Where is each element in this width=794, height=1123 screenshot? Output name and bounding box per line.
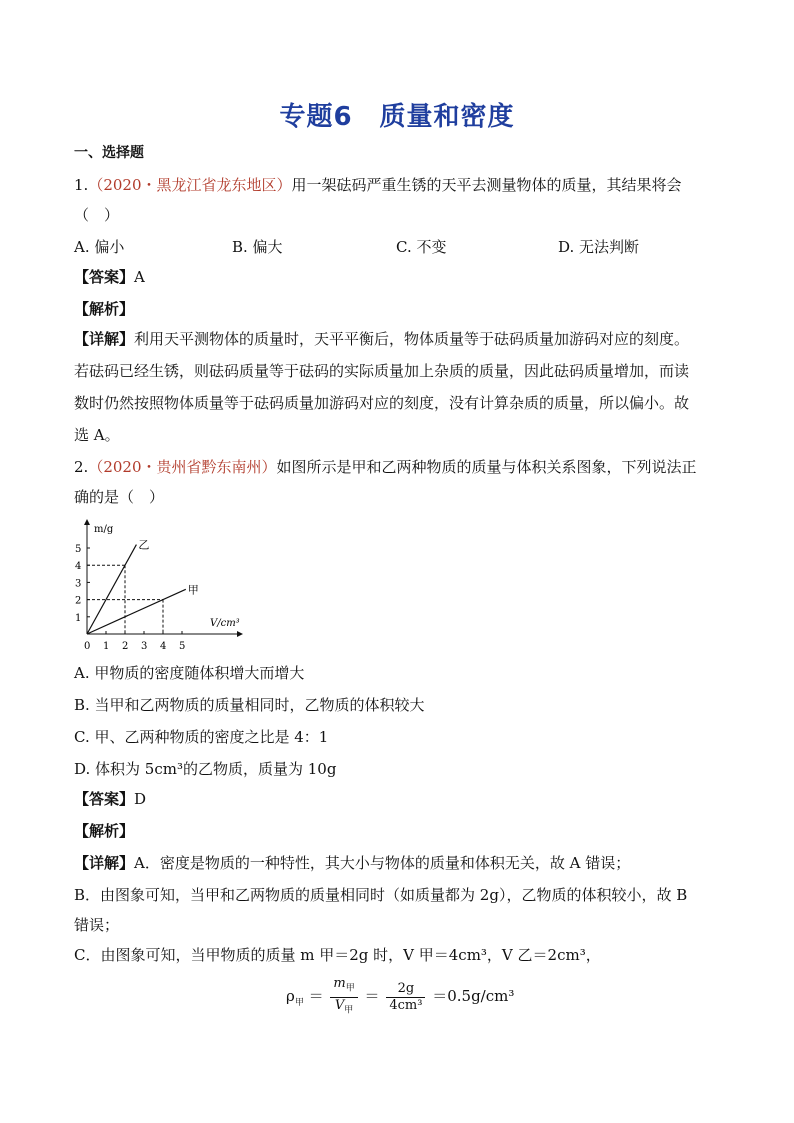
detail-text: A．密度是物质的一种特性，其大小与物体的质量和体积无关，故 A 错误； xyxy=(134,854,631,872)
question-number: 1. xyxy=(74,176,89,194)
formula-m-sub: 甲 xyxy=(345,983,355,994)
q2-option-c: C. 甲、乙两种物质的密度之比是 4：1 xyxy=(74,728,329,746)
q2-answer xyxy=(74,788,146,810)
y-tick-label: 4 xyxy=(75,561,82,573)
mass-volume-chart xyxy=(74,514,264,656)
series-line-甲 xyxy=(87,589,186,634)
x-tick-label: 3 xyxy=(141,641,148,652)
series-line-乙 xyxy=(87,545,136,634)
formula-result: ＝0.5g/cm³ xyxy=(432,987,515,1006)
q1-detail-line-2: 若砝码已经生锈，则砝码质量等于砝码的实际质量加上杂质的质量，因此砝码质量增加，而读 xyxy=(74,362,690,380)
formula-num: 2g xyxy=(386,981,425,998)
q1-detail-line-1 xyxy=(74,328,689,350)
y-tick-label: 1 xyxy=(75,612,82,624)
q2-option-a: A. 甲物质的密度随体积增大而增大 xyxy=(74,664,305,682)
q2-option-d: D. 体积为 5cm³的乙物质，质量为 10g xyxy=(74,760,337,778)
answer-label: 【答案】 xyxy=(74,790,135,808)
question-1-paren: （ ） xyxy=(74,206,120,224)
y-axis-label: m/g xyxy=(94,524,114,535)
series-label: 甲 xyxy=(187,583,199,597)
x-tick-label: 2 xyxy=(122,641,129,652)
q1-option-a: A. 偏小 xyxy=(74,238,125,256)
answer-label: 【答案】 xyxy=(74,268,135,286)
q1-analysis-label: 【解析】 xyxy=(74,300,135,318)
detail-text: 利用天平测物体的质量时，天平平衡后，物体质量等于砝码质量加游码对应的刻度。 xyxy=(134,330,690,348)
question-2-stem-cont: 确的是（ ） xyxy=(74,488,165,506)
x-axis-label: V/cm³ xyxy=(210,618,240,629)
formula-m: m xyxy=(333,976,346,991)
detail-label: 【详解】 xyxy=(74,854,135,872)
question-text: 用一架砝码严重生锈的天平去测量物体的质量，其结果将会 xyxy=(291,176,682,194)
detail-label: 【详解】 xyxy=(74,330,135,348)
q1-option-c: C. 不变 xyxy=(396,238,447,256)
formula-sub: 甲 xyxy=(294,998,304,1009)
formula-rho: ρ xyxy=(286,987,295,1006)
x-tick-label: 5 xyxy=(179,641,186,652)
x-tick-label: 4 xyxy=(160,641,167,652)
q1-option-d: D. 无法判断 xyxy=(558,238,640,256)
question-2-stem xyxy=(74,456,697,478)
answer-value: D xyxy=(134,790,147,808)
q1-option-b: B. 偏大 xyxy=(232,238,283,256)
formula-fraction-numeric xyxy=(386,981,425,1014)
q2-option-b: B. 当甲和乙两物质的质量相同时，乙物质的体积较大 xyxy=(74,696,425,714)
q1-answer xyxy=(74,266,145,288)
q2-detail-line-3: 错误； xyxy=(74,916,120,934)
y-tick-label: 3 xyxy=(75,578,82,590)
page-title: 专题6 质量和密度 xyxy=(279,102,515,132)
q2-detail-line-2: B．由图象可知，当甲和乙两物质的质量相同时（如质量都为 2g），乙物质的体积较小，故 B xyxy=(74,886,688,904)
question-text: 如图所示是甲和乙两种物质的质量与体积关系图象，下列说法正 xyxy=(276,458,697,476)
formula-v-sub: 甲 xyxy=(344,1005,354,1016)
q2-detail-line-1 xyxy=(74,852,630,874)
y-tick-label: 2 xyxy=(75,595,82,607)
question-source: （2020・贵州省黔东南州） xyxy=(88,458,277,476)
density-formula: $\rho_甲$ ＝ $\frac{m_甲}{V_甲}$ ＝ $\frac{2g}{\text{4cm³}}$ ＝0.5g/cm³ xyxy=(286,976,514,1018)
formula-den: 4cm³ xyxy=(389,997,423,1013)
question-1-stem xyxy=(74,174,682,196)
question-source: （2020・黑龙江省龙东地区） xyxy=(88,176,292,194)
q2-analysis-label: 【解析】 xyxy=(74,822,135,840)
series-label: 乙 xyxy=(138,538,150,552)
answer-value: A xyxy=(134,268,145,286)
q1-detail-line-3: 数时仍然按照物体质量等于砝码质量加游码对应的刻度，没有计算杂质的质量，所以偏小。故 xyxy=(74,394,690,412)
formula-fraction-symbolic xyxy=(330,976,357,1018)
question-number: 2. xyxy=(74,458,89,476)
q2-detail-line-4: C．由图象可知，当甲物质的质量 m 甲＝2g 时，V 甲＝4cm³，V 乙＝2cm³， xyxy=(74,946,601,964)
formula-v: V xyxy=(334,997,345,1013)
q1-detail-line-4: 选 A。 xyxy=(74,426,120,444)
x-tick-label: 1 xyxy=(103,641,110,652)
y-tick-label: 5 xyxy=(75,544,82,555)
x-tick-label: 0 xyxy=(84,641,91,652)
section-heading: 一、选择题 xyxy=(74,145,144,161)
